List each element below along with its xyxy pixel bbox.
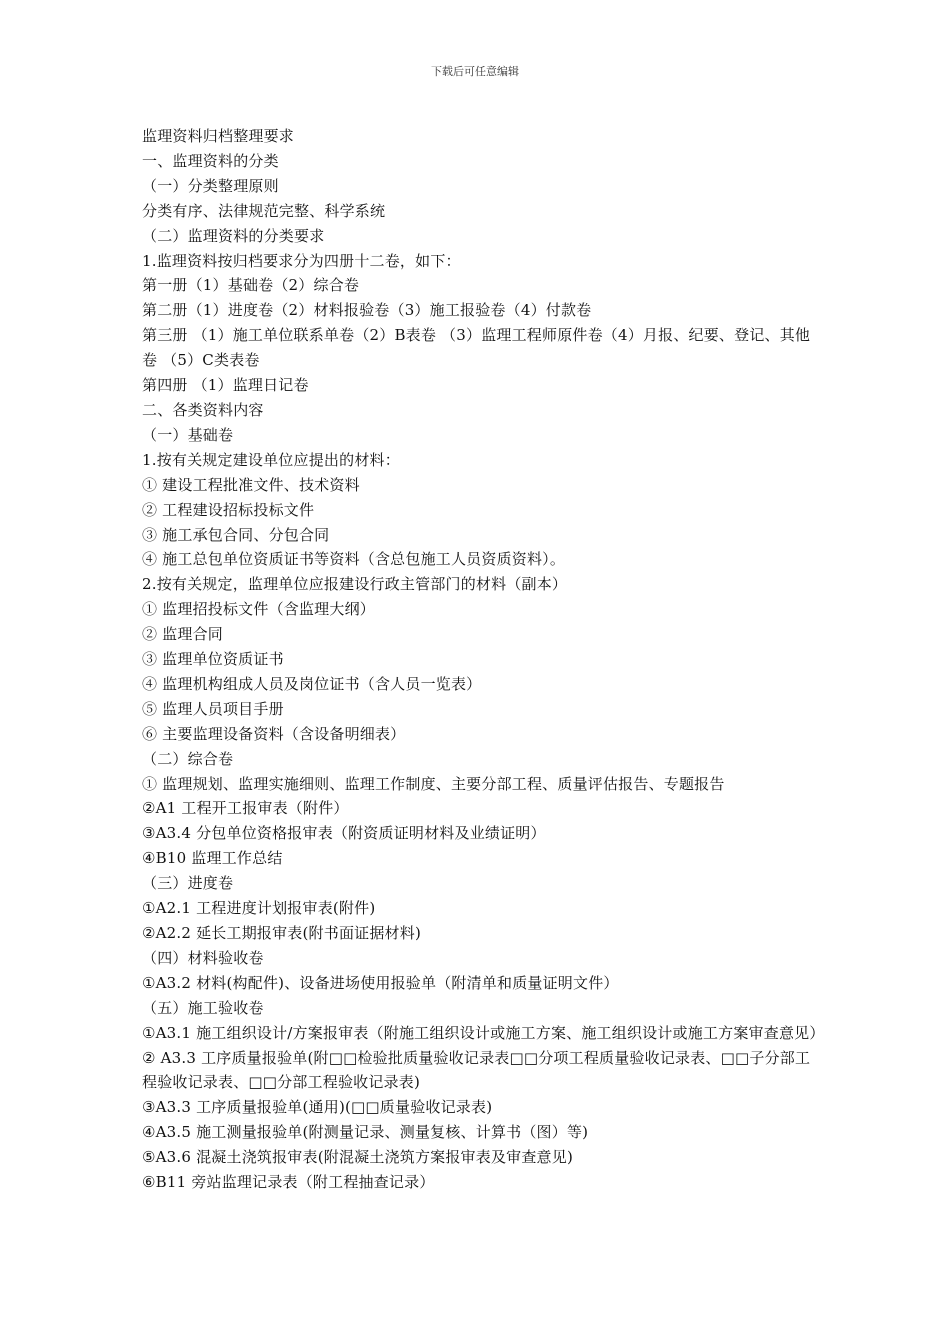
list-item: ③A3.4 分包单位资格报审表（附资质证明材料及业绩证明）: [142, 824, 546, 843]
section-heading: 二、各类资料内容: [142, 400, 264, 419]
list-item: ④ 监理机构组成人员及岗位证书（含人员一览表）: [142, 674, 482, 693]
paragraph-line: 第一册（1）基础卷（2）综合卷: [142, 276, 360, 295]
section-heading: 一、监理资料的分类: [142, 151, 279, 170]
page-header-note: 下载后可任意编辑: [431, 65, 519, 78]
list-item: ①A3.2 材料(构配件)、设备进场使用报验单（附清单和质量证明文件）: [142, 973, 619, 992]
list-item: ④B10 监理工作总结: [142, 849, 283, 868]
list-item: ② 工程建设招标投标文件: [142, 500, 315, 519]
list-item: ① 监理规划、监理实施细则、监理工作制度、主要分部工程、质量评估报告、专题报告: [142, 774, 725, 793]
list-item: ②A2.2 延长工期报审表(附书面证据材料): [142, 924, 422, 942]
paragraph-line: 1.按有关规定建设单位应提出的材料：: [142, 450, 400, 469]
subsection-heading: （三）进度卷: [142, 874, 234, 893]
subsection-heading: （五）施工验收卷: [142, 998, 264, 1017]
list-item: ①A2.1 工程进度计划报审表(附件): [142, 899, 376, 918]
paragraph-line: 第三册 （1）施工单位联系单卷（2）B表卷 （3）监理工程师原件卷（4）月报、纪要、登记、其他卷 （5）C类表卷: [142, 326, 811, 370]
list-item: ①A3.1 施工组织设计/方案报审表（附施工组织设计或施工方案、施工组织设计或施工方案审查意见）: [142, 1023, 825, 1042]
list-item: ⑥B11 旁站监理记录表（附工程抽查记录）: [142, 1173, 435, 1192]
list-item: ② A3.3 工序质量报验单(附□□检验批质量验收记录表□□分项工程质量验收记录表、□□子分部工程验收记录表、□□分部工程验收记录表): [142, 1048, 811, 1092]
subsection-heading: （一）基础卷: [142, 425, 234, 444]
subsection-heading: （四）材料验收卷: [142, 948, 264, 967]
paragraph-line: 第二册（1）进度卷（2）材料报验卷（3）施工报验卷（4）付款卷: [142, 301, 592, 320]
list-item: ⑤A3.6 混凝土浇筑报审表(附混凝土浇筑方案报审表及审查意见): [142, 1148, 574, 1167]
list-item: ③ 施工承包合同、分包合同: [142, 525, 330, 544]
list-item: ④A3.5 施工测量报验单(附测量记录、测量复核、计算书（图）等): [142, 1123, 589, 1142]
list-item: ① 监理招投标文件（含监理大纲）: [142, 600, 375, 619]
list-item: ⑥ 主要监理设备资料（含设备明细表）: [142, 724, 406, 743]
paragraph-line: 1.监理资料按归档要求分为四册十二卷，如下：: [142, 251, 461, 270]
list-item: ④ 施工总包单位资质证书等资料（含总包施工人员资质资料）。: [142, 550, 566, 569]
paragraph-line: 分类有序、法律规范完整、科学系统: [142, 201, 386, 220]
subsection-heading: （二）综合卷: [142, 749, 234, 768]
subsection-heading: （二）监理资料的分类要求: [142, 226, 325, 245]
document-title: 监理资料归档整理要求: [142, 127, 295, 145]
paragraph-line: 2.按有关规定，监理单位应报建设行政主管部门的材料（副本）: [142, 575, 568, 594]
list-item: ②A1 工程开工报审表（附件）: [142, 799, 349, 818]
list-item: ① 建设工程批准文件、技术资料: [142, 475, 360, 494]
list-item: ② 监理合同: [142, 625, 223, 644]
list-item: ③A3.3 工序质量报验单(通用)(□□质量验收记录表): [142, 1098, 493, 1117]
list-item: ⑤ 监理人员项目手册: [142, 699, 284, 718]
list-item: ③ 监理单位资质证书: [142, 650, 284, 669]
paragraph-line: 第四册 （1）监理日记卷: [142, 376, 309, 395]
document-body: [142, 124, 825, 1195]
subsection-heading: （一）分类整理原则: [142, 176, 279, 195]
